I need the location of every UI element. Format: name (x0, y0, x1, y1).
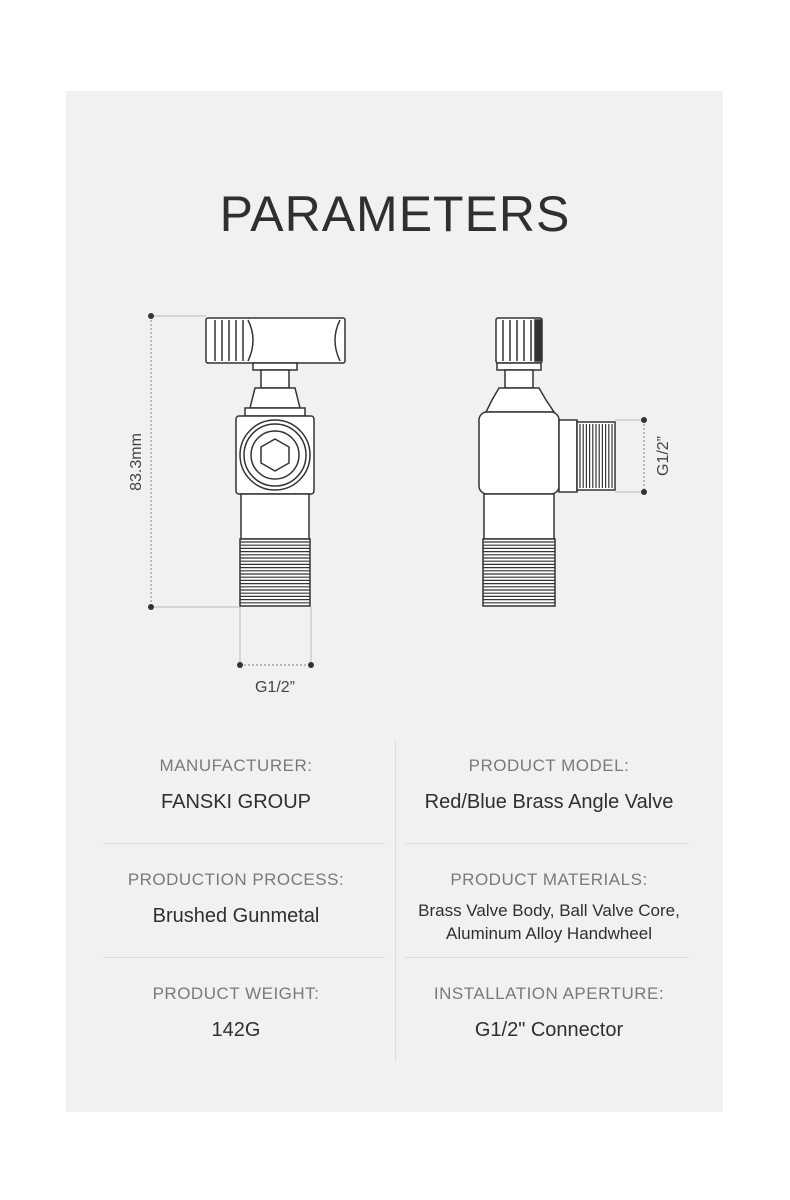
spec-value: 142G (211, 1019, 261, 1041)
front-view-valve (206, 318, 345, 606)
spec-value: FANSKI GROUP (160, 791, 312, 813)
spec-label: PRODUCTION PROCESS: (127, 870, 345, 889)
spec-value: G1/2" Connector (474, 1019, 624, 1041)
spec-installation-aperture (398, 984, 700, 1042)
side-thread-dimension-label: G1/2” (655, 435, 672, 477)
spec-product-materials (398, 870, 700, 945)
spec-product-model (398, 756, 700, 814)
spec-grid-divider (405, 957, 689, 958)
spec-label: PRODUCT MODEL: (468, 756, 630, 775)
spec-manufacturer (86, 756, 386, 814)
spec-grid-divider-vertical (395, 740, 396, 1062)
spec-label: MANUFACTURER: (159, 756, 313, 775)
page-title: PARAMETERS (219, 186, 571, 242)
spec-production-process (86, 870, 386, 928)
spec-grid-divider (103, 957, 385, 958)
side-view-valve (479, 318, 615, 606)
spec-value: Red/Blue Brass Angle Valve (424, 791, 674, 813)
spec-product-weight (86, 984, 386, 1042)
spec-label: INSTALLATION APERTURE: (433, 984, 665, 1003)
spec-value-line: Brass Valve Body, Ball Valve Core, (418, 901, 680, 920)
spec-value-line: Aluminum Alloy Handwheel (446, 924, 652, 943)
spec-grid-divider (103, 843, 385, 844)
spec-value: Brushed Gunmetal (152, 905, 320, 927)
spec-label: PRODUCT WEIGHT: (152, 984, 320, 1003)
height-dimension-label: 83.3mm (128, 433, 145, 491)
bottom-thread-dimension-label: G1/2” (254, 679, 296, 696)
spec-grid-divider (405, 843, 689, 844)
spec-value (398, 899, 700, 945)
spec-label: PRODUCT MATERIALS: (450, 870, 648, 889)
